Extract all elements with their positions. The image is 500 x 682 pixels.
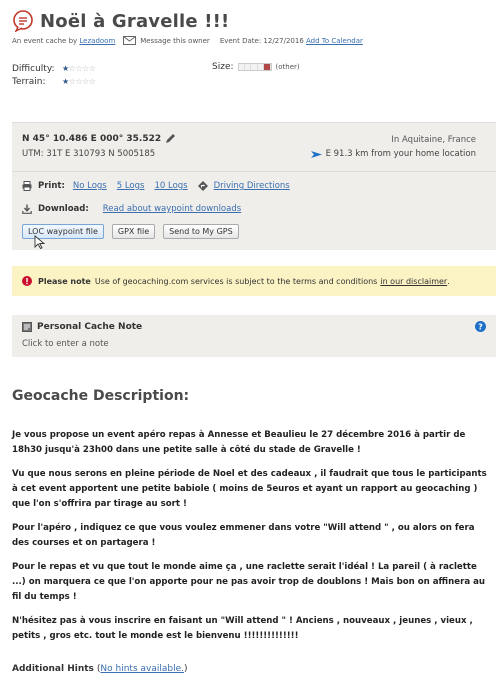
size-block xyxy=(212,62,300,72)
loc-waypoint-file-button[interactable]: LOC waypoint file xyxy=(22,224,104,239)
svg-text:?: ? xyxy=(478,322,483,332)
mouse-cursor-icon xyxy=(34,235,46,249)
description-paragraph: Vu que nous serons en pleine période de Noel et des cadeaux , il faudrait que tous le participants à cet event apportent une petite babiole ( moins de 5euros et ayant un rapport au geocaching ) que l'on s'offrira par tirage au sort ! xyxy=(12,469,487,509)
size-meter-icon xyxy=(238,63,272,71)
cache-type-text: An event cache by xyxy=(12,36,78,45)
add-to-calendar-link[interactable]: Add To Calendar xyxy=(306,36,363,45)
direction-arrow-icon xyxy=(311,150,322,159)
personal-note-panel[interactable] xyxy=(12,315,496,357)
description-paragraph: Je vous propose un event apéro repas à Annesse et Beaulieu le 27 décembre 2016 à partir de 18h30 jusqu'à 23h00 dans une petite salle à côté du stade de Gravelle ! xyxy=(12,430,466,455)
disclaimer-link[interactable]: in our disclaimer xyxy=(380,276,448,286)
distance-text: E 91.3 km from your home location xyxy=(325,149,476,159)
difficulty-stars: ★ ☆☆☆☆ xyxy=(62,64,96,73)
print-10-logs-link[interactable]: 10 Logs xyxy=(154,181,188,191)
terrain-stars: ★ ☆☆☆☆ xyxy=(62,77,96,86)
warning-icon xyxy=(22,276,32,286)
size-value: (other) xyxy=(275,63,300,71)
ratings-block xyxy=(12,62,492,88)
description-paragraph: N'hésitez pas à vous inscrire en faisant un "Will attend " ! Anciens , nouveaux , jeunes , vieux , petits , gros etc. tout le monde est le bienvenu !!!!!!!!!!!!!! xyxy=(12,616,473,641)
gpx-file-button[interactable]: GPX file xyxy=(112,224,155,239)
waypoint-downloads-link[interactable]: Read about waypoint downloads xyxy=(102,204,242,214)
owner-row xyxy=(12,36,492,45)
download-row xyxy=(22,204,241,214)
pencil-icon[interactable] xyxy=(165,133,176,144)
print-5-logs-link[interactable]: 5 Logs xyxy=(116,181,145,191)
driving-directions-link[interactable]: Driving Directions xyxy=(213,181,290,191)
notice-label: Please note xyxy=(38,276,91,286)
print-no-logs-link[interactable]: No Logs xyxy=(72,181,107,191)
personal-note-header xyxy=(22,322,142,332)
notice-text: Use of geocaching.com services is subject to the terms and conditions xyxy=(94,276,378,286)
cache-header xyxy=(12,10,492,45)
printer-icon xyxy=(22,181,32,191)
download-label: Download: xyxy=(38,204,89,214)
description-title: Geocache Description: xyxy=(12,388,190,404)
personal-note-input[interactable]: Click to enter a note xyxy=(22,339,109,349)
personal-note-title: Personal Cache Note xyxy=(37,322,143,332)
hints-link[interactable]: No hints available. xyxy=(100,664,184,674)
directions-icon xyxy=(198,181,208,191)
event-date-value: 12/27/2016 xyxy=(263,36,304,45)
disclaimer-notice xyxy=(12,266,496,296)
hints-label: Additional Hints xyxy=(12,664,94,674)
note-icon xyxy=(22,322,32,332)
event-cache-icon xyxy=(12,10,34,32)
terrain-label: Terrain: xyxy=(12,76,46,87)
owner-link[interactable]: Lezadoom xyxy=(79,36,116,45)
coordinates-panel xyxy=(12,122,496,250)
size-label: Size: xyxy=(212,62,234,72)
coordinates-text[interactable]: N 45° 10.486 E 000° 35.522 xyxy=(22,133,162,144)
event-date-label: Event Date: xyxy=(219,36,262,45)
title-row xyxy=(12,10,492,32)
location-text: In Aquitaine, France xyxy=(391,135,476,145)
message-owner-link[interactable]: Message this owner xyxy=(140,36,210,45)
page-title: Noël à Gravelle !!! xyxy=(40,10,230,32)
print-row xyxy=(22,181,300,191)
difficulty-label: Difficulty: xyxy=(12,63,55,74)
additional-hints: Additional Hints (No hints available.) xyxy=(12,664,188,674)
download-icon xyxy=(22,204,32,214)
help-icon[interactable] xyxy=(475,321,486,332)
notice-tail: . xyxy=(447,276,450,286)
description-paragraph: Pour l'apéro , indiquez ce que vous voulez emmener dans votre "Will attend " , ou alors on fera des courses et on partagera ! xyxy=(12,523,475,548)
description-paragraph: Pour le repas et vu que tout le monde aime ça , une raclette serait l'idéal ! La pareil ( à raclette ...) on marquera ce que l'on apporte pour ne pas avoir trop de doublons ! Mais bon on affinera au fil du temps ! xyxy=(12,562,486,602)
description-body xyxy=(12,428,492,653)
download-buttons xyxy=(22,224,247,239)
send-to-gps-button[interactable]: Send to My GPS xyxy=(163,224,239,239)
divider xyxy=(12,171,496,172)
envelope-icon xyxy=(123,36,136,45)
utm-coordinates: UTM: 31T E 310793 N 5005185 xyxy=(22,149,156,159)
print-label: Print: xyxy=(38,181,65,191)
coordinates-row xyxy=(22,133,176,144)
terrain-row xyxy=(12,75,492,88)
distance-row xyxy=(311,149,476,159)
